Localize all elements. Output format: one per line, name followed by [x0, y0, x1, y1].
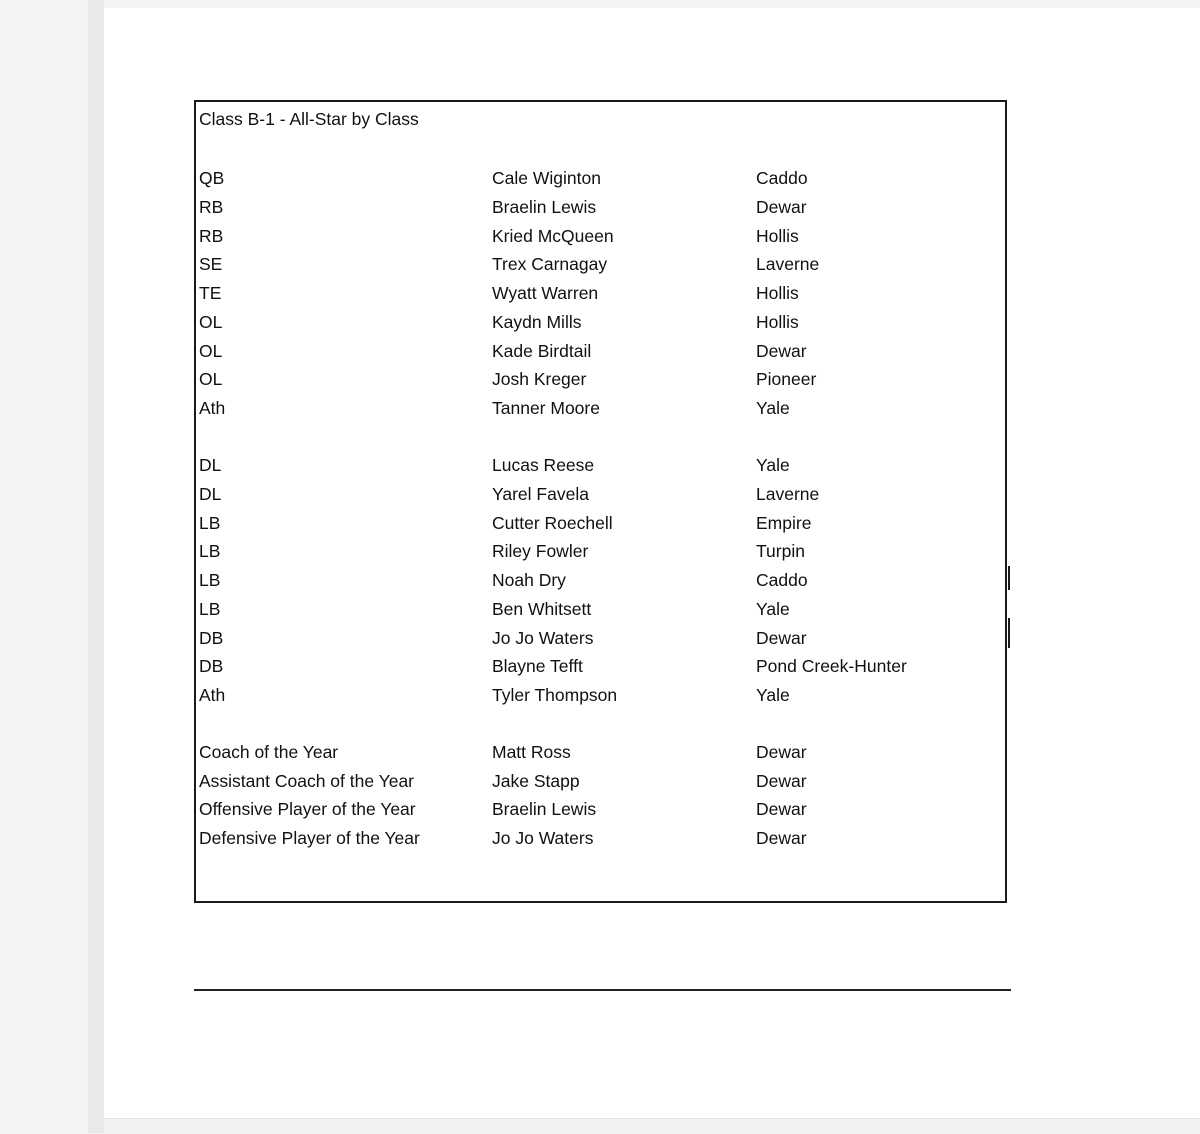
school-cell: Dewar — [756, 340, 807, 361]
school-cell: Pond Creek-Hunter — [756, 656, 907, 677]
player-name-cell: Kried McQueen — [492, 225, 614, 246]
school-cell: Yale — [756, 685, 790, 705]
player-name-cell: Blayne Tefft — [492, 656, 583, 677]
position-cell: Ath — [199, 398, 226, 418]
school-cell: Dewar — [756, 196, 807, 217]
school-cell: Yale — [756, 598, 790, 619]
offense-row — [196, 254, 1005, 278]
table-border-fragment — [1008, 566, 1010, 590]
player-name-cell: Jo Jo Waters — [492, 828, 594, 849]
school-cell: Yale — [756, 455, 790, 475]
position-cell: LB — [199, 541, 221, 562]
position-cell: LB — [199, 598, 221, 619]
defense-row — [196, 570, 1005, 594]
school-cell: Yale — [756, 398, 790, 418]
school-cell: Dewar — [756, 627, 807, 648]
offense-row — [196, 369, 1005, 393]
school-cell: Dewar — [756, 742, 807, 762]
player-name-cell: Braelin Lewis — [492, 196, 597, 217]
position-cell: DL — [199, 455, 222, 475]
player-name-cell: Josh Kreger — [492, 369, 587, 390]
defense-row — [196, 628, 1005, 652]
position-cell: QB — [199, 168, 225, 188]
player-name-cell: Cutter Roechell — [492, 512, 613, 533]
player-name-cell: Jo Jo Waters — [492, 627, 594, 648]
player-name-cell: Noah Dry — [492, 570, 566, 590]
award-row — [196, 742, 1005, 766]
position-cell: LB — [199, 512, 221, 533]
signature-line — [194, 989, 1011, 991]
position-cell: LB — [199, 570, 221, 590]
player-name-cell: Kade Birdtail — [492, 340, 592, 361]
award-row — [196, 828, 1005, 852]
player-name-cell: Riley Fowler — [492, 541, 589, 562]
defense-row — [196, 541, 1005, 565]
position-cell: SE — [199, 254, 223, 275]
school-cell: Pioneer — [756, 369, 817, 390]
player-name-cell: Yarel Favela — [492, 483, 589, 504]
offense-row — [196, 283, 1005, 307]
school-cell: Hollis — [756, 225, 799, 246]
player-name-cell: Wyatt Warren — [492, 283, 599, 303]
position-cell: DB — [199, 656, 224, 677]
table-border-fragment — [1008, 618, 1010, 648]
school-cell: Turpin — [756, 541, 805, 562]
defense-row — [196, 685, 1005, 709]
school-cell: Dewar — [756, 770, 807, 791]
defense-row — [196, 656, 1005, 680]
player-name-cell: Cale Wiginton — [492, 168, 601, 188]
award-row — [196, 799, 1005, 823]
school-cell: Caddo — [756, 168, 808, 188]
school-cell: Dewar — [756, 828, 807, 849]
player-name-cell: Tyler Thompson — [492, 685, 618, 705]
defense-row — [196, 484, 1005, 508]
offense-row — [196, 226, 1005, 250]
position-cell: OL — [199, 311, 223, 332]
position-cell: DB — [199, 627, 224, 648]
all-star-table — [194, 100, 1007, 903]
background-strip — [0, 0, 88, 1133]
position-cell: Ath — [199, 685, 226, 705]
defense-row — [196, 455, 1005, 479]
award-title: Offensive Player of the Year — [199, 799, 416, 820]
offense-row — [196, 168, 1005, 192]
player-name-cell: Kaydn Mills — [492, 311, 582, 332]
offense-row — [196, 341, 1005, 365]
position-cell: TE — [199, 283, 222, 303]
school-cell: Hollis — [756, 311, 799, 332]
position-cell: OL — [199, 340, 223, 361]
document-title: Class B-1 - All-Star by Class — [199, 109, 419, 129]
school-cell: Dewar — [756, 799, 807, 820]
offense-row — [196, 398, 1005, 422]
school-cell: Hollis — [756, 283, 799, 303]
award-row — [196, 771, 1005, 795]
player-name-cell: Matt Ross — [492, 742, 571, 762]
award-title: Assistant Coach of the Year — [199, 770, 414, 791]
offense-row — [196, 312, 1005, 336]
school-cell: Empire — [756, 512, 812, 533]
school-cell: Laverne — [756, 254, 820, 275]
school-cell: Caddo — [756, 570, 808, 590]
player-name-cell: Lucas Reese — [492, 455, 595, 475]
defense-row — [196, 599, 1005, 623]
player-name-cell: Trex Carnagay — [492, 254, 608, 275]
player-name-cell: Tanner Moore — [492, 398, 600, 418]
award-title: Defensive Player of the Year — [199, 828, 420, 849]
position-cell: RB — [199, 225, 224, 246]
school-cell: Laverne — [756, 483, 820, 504]
position-cell: OL — [199, 369, 223, 390]
player-name-cell: Jake Stapp — [492, 770, 580, 791]
player-name-cell: Ben Whitsett — [492, 598, 592, 619]
position-cell: RB — [199, 196, 224, 217]
award-title: Coach of the Year — [199, 742, 339, 762]
page-gutter — [88, 0, 104, 1133]
defense-row — [196, 513, 1005, 537]
offense-row — [196, 197, 1005, 221]
player-name-cell: Braelin Lewis — [492, 799, 597, 820]
page-bottom-edge — [104, 1118, 1200, 1134]
position-cell: DL — [199, 483, 222, 504]
